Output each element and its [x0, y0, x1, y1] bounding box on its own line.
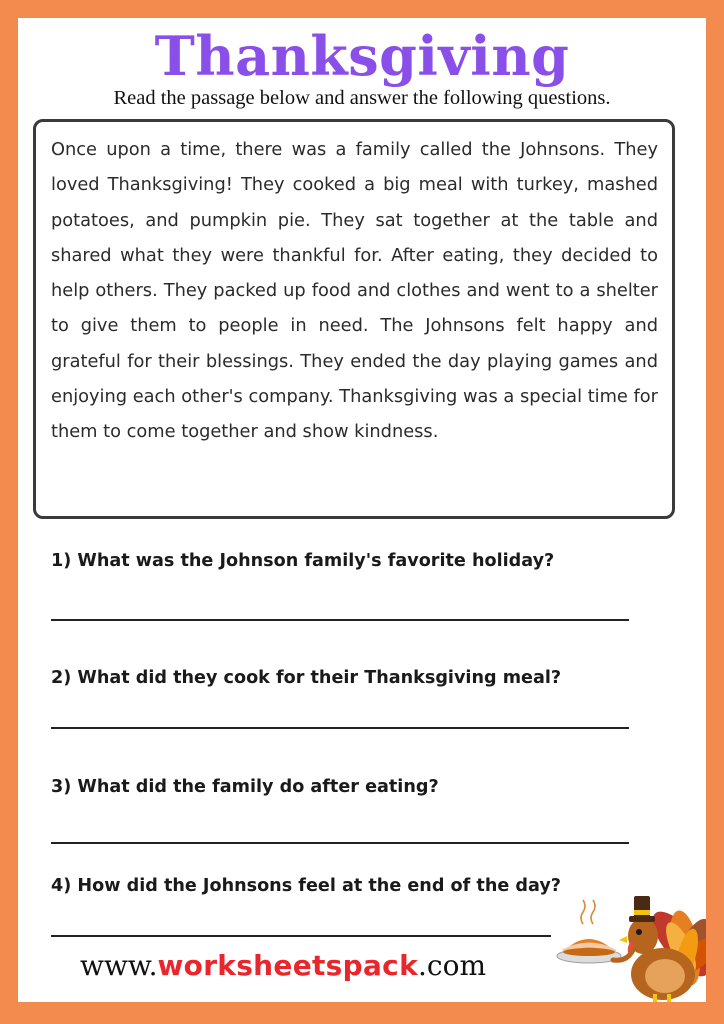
answer-line-1[interactable] — [51, 619, 629, 621]
question-4: 4) How did the Johnsons feel at the end of the day? — [51, 876, 562, 896]
question-2: 2) What did they cook for their Thanksgiving meal? — [51, 668, 562, 688]
website-url[interactable] — [80, 948, 486, 984]
turkey-with-pie-icon — [553, 866, 706, 1002]
instructions-text: Read the passage below and answer the following questions. — [113, 87, 611, 109]
url-prefix: www. — [80, 949, 158, 982]
worksheet-page — [18, 18, 706, 1002]
url-brand: worksheetspack — [157, 949, 419, 982]
answer-line-2[interactable] — [51, 727, 629, 729]
passage-text: Once upon a time, there was a family called the Johnsons. They loved Thanksgiving! They cooked a big meal with turkey, mashed potatoes, and pumpkin pie. They sat together at the table and shared what they were thankful for. After eating, they decided to help others. They packed up food and clothes and went to a shelter to give them to people in need. The Johnsons felt happy and grateful for their blessings. They ended the day playing games and enjoying each other's company. Thanksgiving was a special time for them to come together and show kindness. — [51, 139, 658, 443]
answer-line-3[interactable] — [51, 842, 629, 844]
pie-icon — [557, 900, 633, 963]
answer-line-4[interactable] — [51, 935, 551, 937]
worksheet-title: Thanksgiving — [154, 24, 570, 88]
question-3: 3) What did the family do after eating? — [51, 777, 439, 797]
question-1: 1) What was the Johnson family's favorite holiday? — [51, 551, 555, 571]
passage-box — [33, 119, 675, 519]
url-suffix: .com — [418, 949, 487, 982]
